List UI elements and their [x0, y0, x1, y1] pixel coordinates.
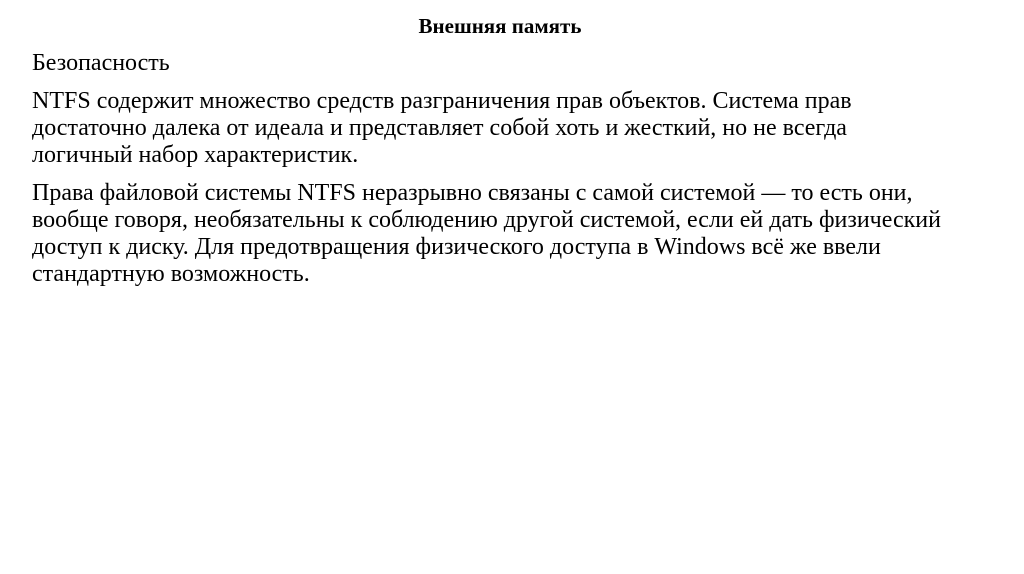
paragraph-line: стандартную возможность. [32, 261, 310, 287]
paragraph-line: вообще говоря, необязательны к соблюдению другой системой, если ей дать физический [32, 207, 941, 233]
paragraph-line: доступ к диску. Для предотвращения физического доступа в Windows всё же ввели [32, 234, 881, 260]
paragraph-2 [32, 180, 941, 288]
paragraph-line: логичный набор характеристик. [32, 142, 359, 168]
paragraph-line: достаточно далека от идеала и представляет собой хоть и жесткий, но не всегда [32, 115, 847, 141]
paragraph-line: NTFS содержит множество средств разграничения прав объектов. Система прав [32, 88, 852, 114]
paragraph-line: Права файловой системы NTFS неразрывно связаны с самой системой — то есть они, [32, 180, 913, 206]
slide-title: Внешняя память [418, 14, 582, 38]
paragraph-1 [32, 88, 852, 169]
section-heading: Безопасность [32, 50, 170, 76]
